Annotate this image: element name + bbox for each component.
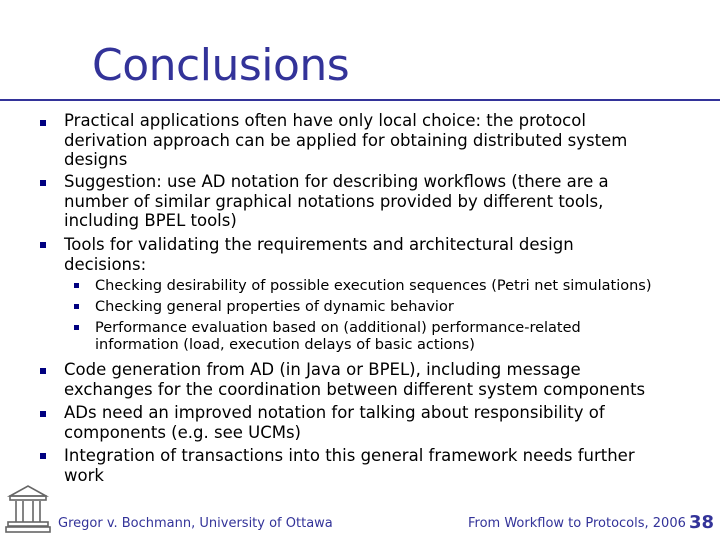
page-number: 38	[689, 512, 715, 533]
sub-bullet-marker	[74, 304, 79, 309]
bullet-item: Code generation from AD (in Java or BPEL), including message exchanges for the coordination between different system components	[64, 360, 646, 399]
sub-bullet-marker	[74, 325, 79, 330]
bullet-marker	[40, 453, 46, 459]
bullet-item: Suggestion: use AD notation for describing workflows (there are a number of similar graphical notations provided by different tools, including BPEL tools)	[64, 172, 609, 230]
bullet-item: Practical applications often have only local choice: the protocol derivation approach can be applied for obtaining distributed system designs	[64, 111, 628, 169]
bullet-item: ADs need an improved notation for talking about responsibility of components (e.g. see UCMs)	[64, 403, 605, 442]
sub-bullet-item: Checking general properties of dynamic behavior	[95, 299, 454, 315]
sub-bullet-item: Performance evaluation based on (additional) performance-related information (load, execution delays of basic actions)	[95, 320, 581, 353]
bullet-item: Integration of transactions into this general framework needs further work	[64, 446, 635, 485]
sub-bullet-marker	[74, 283, 79, 288]
bullet-marker	[40, 411, 46, 417]
sub-bullet-item: Checking desirability of possible execution sequences (Petri net simulations)	[95, 278, 652, 294]
title-divider	[0, 99, 720, 101]
bullet-marker	[40, 180, 46, 186]
bullet-marker	[40, 120, 46, 126]
page-title: Conclusions	[92, 40, 350, 91]
footer-course: From Workflow to Protocols, 2006	[468, 516, 686, 531]
footer-author: Gregor v. Bochmann, University of Ottawa	[58, 516, 333, 531]
bullet-item: Tools for validating the requirements and architectural design decisions:	[64, 235, 574, 274]
bullet-marker	[40, 368, 46, 374]
bullet-marker	[40, 242, 46, 248]
university-building-logo-icon	[5, 482, 51, 534]
